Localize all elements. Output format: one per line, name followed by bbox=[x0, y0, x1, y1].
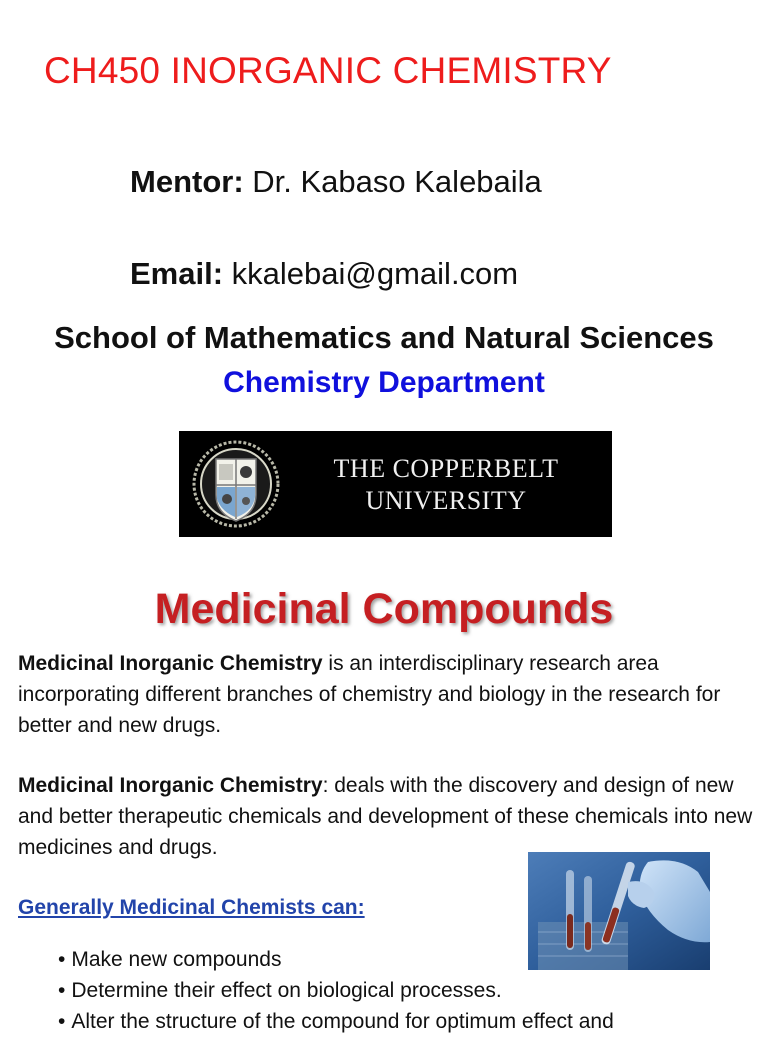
definition-paragraph bbox=[18, 648, 758, 741]
description-paragraph bbox=[18, 770, 758, 863]
lab-test-tube-photo bbox=[528, 852, 710, 970]
list-item: • Alter the structure of the compound for optimum effect and bbox=[58, 1006, 614, 1037]
section-title: Medicinal Compounds bbox=[154, 585, 614, 633]
email-address: kkalebai@gmail.com bbox=[231, 256, 519, 291]
description-text: : deals with the discovery and design of new and better therapeutic chemicals and development of these chemicals into new medicines and drugs. bbox=[18, 774, 753, 859]
university-name bbox=[291, 453, 601, 517]
mentor-name: Dr. Kabaso Kalebaila bbox=[252, 164, 542, 199]
list-item: • Make new compounds bbox=[58, 944, 614, 975]
course-title: CH450 INORGANIC CHEMISTRY bbox=[44, 50, 612, 91]
test-tube-image bbox=[528, 852, 710, 970]
term-bold: Medicinal Inorganic Chemistry bbox=[18, 652, 323, 675]
email-line bbox=[130, 256, 518, 292]
school-name: School of Mathematics and Natural Sciences bbox=[54, 320, 714, 355]
definition-text: is an interdisciplinary research area incorporating different branches of chemistry and biology in the research for better and new drugs. bbox=[18, 652, 721, 737]
sub-heading: Generally Medicinal Chemists can: bbox=[18, 896, 365, 919]
university-name-line2: UNIVERSITY bbox=[365, 486, 527, 515]
department-name: Chemistry Department bbox=[223, 366, 545, 399]
university-banner bbox=[179, 431, 612, 537]
mentor-line bbox=[130, 164, 542, 200]
university-name-line1: THE COPPERBELT bbox=[333, 454, 559, 483]
list-item: • Determine their effect on biological processes. bbox=[58, 975, 614, 1006]
university-crest-logo bbox=[191, 437, 281, 531]
term-bold: Medicinal Inorganic Chemistry bbox=[18, 774, 323, 797]
email-label: Email: bbox=[130, 256, 224, 291]
mentor-label: Mentor: bbox=[130, 164, 244, 199]
